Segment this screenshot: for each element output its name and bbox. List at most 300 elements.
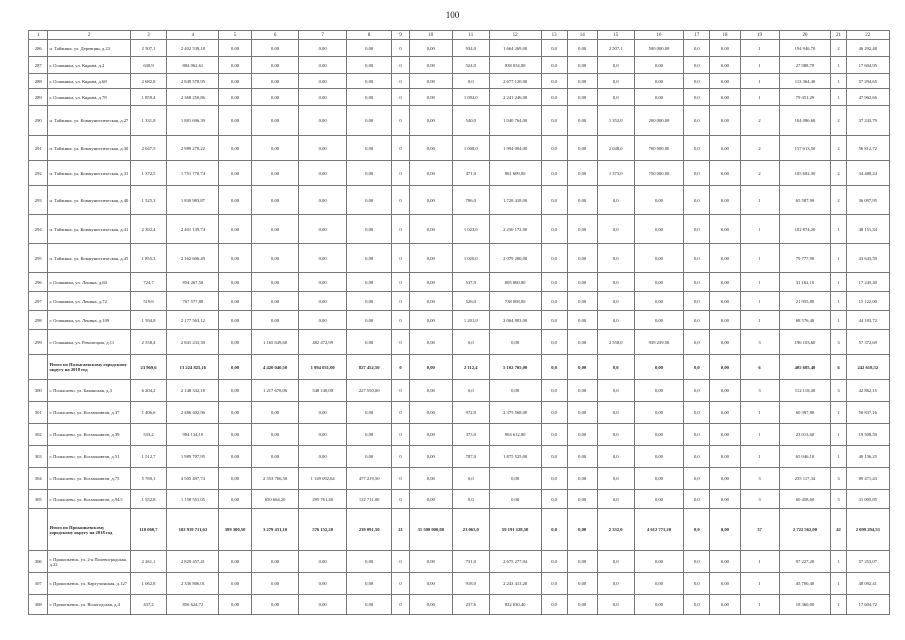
value-cell: 239 091,50 [346,509,391,551]
value-cell: 0,00 [251,273,299,292]
value-cell: 0,0 [684,509,710,551]
value-cell: 102 874,20 [779,215,831,244]
value-cell: 0,0 [684,292,710,311]
value-cell: 0,00 [567,380,597,402]
value-cell: 2 177 563,12 [167,311,219,330]
value-cell: 0,00 [710,311,740,330]
value-cell: 0,00 [710,74,740,89]
value-cell: 2 829 457,41 [167,551,219,573]
value-cell: 0,00 [634,244,684,273]
value-cell: 2 392,4 [130,215,167,244]
value-cell: 0,0 [452,380,489,402]
value-cell: 0,00 [567,490,597,509]
column-number-row [29,31,890,40]
value-cell: 0,00 [409,424,452,446]
value-cell: 0,00 [409,57,452,74]
value-cell: 1 165 649,60 [251,330,299,355]
value-cell: 786,0 [452,186,489,215]
value-cell: 27 088,70 [779,57,831,74]
value-cell: 2 [831,161,846,186]
value-cell: 2 047,5 [130,136,167,161]
value-cell: 3 [740,490,779,509]
address-cell: п. Тайжина, ул. Коммунистическая, д.31 [48,161,130,186]
value-cell: 1 040 764,00 [489,106,541,136]
value-cell: 5 769,1 [130,468,167,490]
value-cell: 0,00 [299,74,347,89]
value-cell: 0,0 [541,355,567,380]
value-cell: 939 239,50 [634,330,684,355]
value-cell: 1 830 983,87 [167,186,219,215]
value-cell: 0,00 [219,74,251,89]
value-cell: 0,00 [346,244,391,273]
value-cell: 47 962,66 [846,89,889,106]
value-cell: 0,00 [634,215,684,244]
column-number-cell: 12 [489,31,541,40]
value-cell: 15 122,00 [846,292,889,311]
value-cell: 0,00 [409,74,452,89]
value-cell: 0,00 [219,446,251,468]
value-cell: 0,00 [409,40,452,57]
value-cell: 0,00 [219,244,251,273]
value-cell: 0,0 [541,551,567,573]
value-cell: 856 624,72 [167,595,219,615]
value-cell: 0,0 [597,424,634,446]
value-cell: 1 751 770,74 [167,161,219,186]
value-cell: 0,0 [684,551,710,573]
value-cell: 1 149 092,64 [299,468,347,490]
address-cell: Итого по Полысаевскому городскому округу на 2018 год [48,355,130,380]
value-cell: 0,0 [597,551,634,573]
value-cell: 0,00 [346,595,391,615]
value-cell: 110 060,7 [130,509,167,551]
value-cell: 1 [831,57,846,74]
value-cell: 1 [740,57,779,74]
value-cell: 0,0 [541,380,567,402]
value-cell: 0,0 [684,89,710,106]
value-cell: 1 [740,74,779,89]
value-cell: 0 [392,380,409,402]
value-cell: 65 046,10 [779,446,831,468]
value-cell: 0,00 [409,244,452,273]
value-cell: 0 [392,551,409,573]
value-cell: 2 841 233,39 [167,330,219,355]
value-cell: 524,0 [452,57,489,74]
value-cell: 0,0 [684,106,710,136]
table-row [29,446,890,468]
value-cell: 0,00 [567,244,597,273]
value-cell: 0,0 [541,509,567,551]
value-cell: 437,2 [130,595,167,615]
value-cell: 1 875 525,00 [489,446,541,468]
value-cell: 576 152,20 [299,509,347,551]
table-row [29,292,890,311]
row-number-cell: 291 [29,136,48,161]
value-cell: 2 250 172,00 [489,215,541,244]
value-cell: 0,00 [251,161,299,186]
value-cell: 2 [831,186,846,215]
value-cell: 4 612 771,20 [634,509,684,551]
value-cell: 122 711,00 [346,490,391,509]
value-cell: 548 140,00 [299,380,347,402]
value-cell: 0,0 [597,292,634,311]
value-cell: 79 777,90 [779,244,831,273]
value-cell: 2 241 246,00 [489,89,541,106]
value-cell: 0,00 [346,215,391,244]
value-cell: 1 [740,89,779,106]
value-cell: 0,00 [567,215,597,244]
value-cell: 0,00 [489,468,541,490]
value-cell: 0,00 [219,330,251,355]
value-cell: 0,00 [219,292,251,311]
column-number-cell: 1 [29,31,48,40]
value-cell: 0,00 [251,292,299,311]
value-cell: 500 000,00 [634,40,684,57]
value-cell: 1 [831,551,846,573]
row-number-cell: 293 [29,186,48,215]
value-cell: 0,00 [710,161,740,186]
table-row [29,161,890,186]
value-cell: 0,00 [634,573,684,595]
value-cell: 0,00 [489,380,541,402]
column-number-cell: 18 [710,31,740,40]
row-number-cell: 290 [29,106,48,136]
value-cell: 18 360,00 [779,595,831,615]
value-cell: 0,00 [567,402,597,424]
value-cell: 34 488,24 [846,161,889,186]
value-cell: 1 525,3 [130,186,167,215]
value-cell: 79 451,29 [779,89,831,106]
table-row [29,136,890,161]
value-cell: 0,00 [409,595,452,615]
value-cell: 0,0 [597,380,634,402]
value-cell: 0,0 [684,161,710,186]
value-cell: 0,0 [452,468,489,490]
value-cell: 0,0 [684,595,710,615]
value-cell: 0,0 [684,380,710,402]
value-cell: 0,00 [219,40,251,57]
value-cell: 0,00 [251,136,299,161]
value-cell: 1 092,0 [452,89,489,106]
address-cell: г. Осинники, ул. Кирова, д.78 [48,89,130,106]
value-cell: 0,0 [684,402,710,424]
value-cell: 17 604,95 [846,57,889,74]
value-cell: 0 [392,136,409,161]
value-cell: 0,00 [567,40,597,57]
row-number-cell: 294 [29,215,48,244]
value-cell: 0,0 [597,74,634,89]
value-cell: 0,00 [710,57,740,74]
value-cell: 1 008,0 [452,136,489,161]
value-cell: 0,00 [710,551,740,573]
address-cell: г. Полысаево, ул. Космонавтов, д.51 [48,446,130,468]
value-cell: 0,0 [541,292,567,311]
column-number-cell: 2 [48,31,130,40]
row-number-cell: 302 [29,424,48,446]
value-cell: 46 292,48 [846,40,889,57]
value-cell: 0,00 [567,186,597,215]
value-cell: 0,0 [541,57,567,74]
value-cell: 2 486 402,96 [167,402,219,424]
value-cell: 1 [740,311,779,330]
value-cell: 0,00 [219,424,251,446]
value-cell: 827 452,50 [346,355,391,380]
value-cell: 0,00 [299,57,347,74]
value-cell: 650 664,20 [251,490,299,509]
value-cell: 700 000,00 [634,136,684,161]
value-cell: 2 401 139,74 [167,215,219,244]
value-cell: 13 224 825,16 [167,355,219,380]
value-cell: 1 [831,292,846,311]
value-cell: 0,00 [251,573,299,595]
table-row [29,595,890,615]
table-row [29,380,890,402]
value-cell: 1 [740,215,779,244]
value-cell: 0,00 [346,311,391,330]
value-cell: 1 158 551,05 [167,490,219,509]
table-row [29,573,890,595]
value-cell: 0,00 [251,311,299,330]
value-cell: 0,0 [597,402,634,424]
repair-register-table [28,30,890,615]
value-cell: 194 946,70 [779,40,831,57]
value-cell: 1 512,7 [130,446,167,468]
value-cell: 918,0 [452,573,489,595]
value-cell: 0,00 [634,57,684,74]
value-cell: 1 [740,273,779,292]
value-cell: 0,00 [251,40,299,57]
value-cell: 2 048,0 [597,136,634,161]
value-cell: 0 [392,468,409,490]
column-number-cell: 15 [597,31,634,40]
value-cell: 2 507,1 [130,40,167,57]
value-cell: 3 [831,468,846,490]
value-cell: 0,00 [634,74,684,89]
value-cell: 0,0 [597,490,634,509]
column-number-cell: 7 [299,31,347,40]
value-cell: 0,00 [219,136,251,161]
value-cell: 2 099 294,53 [846,509,889,551]
value-cell: 3 [831,380,846,402]
value-cell: 2 [831,40,846,57]
value-cell: 0,00 [567,509,597,551]
value-cell: 0,00 [710,509,740,551]
row-number-cell: 308 [29,595,48,615]
value-cell: 0,0 [684,74,710,89]
address-cell: г. Полысаево, ул. Космонавтов, д.39 [48,424,130,446]
address-cell: г. Прокопьевск, ул. 2-я Полевоградская, д.22 [48,551,130,573]
value-cell: 19 508,50 [846,424,889,446]
address-cell: г. Осинники, ул. Кирова, д.68 [48,74,130,89]
value-cell: 1 994 031,00 [299,355,347,380]
value-cell: 0,00 [409,490,452,509]
value-cell: 97 227,20 [779,551,831,573]
value-cell: 0,00 [409,573,452,595]
value-cell: 2 989 270,22 [167,136,219,161]
value-cell: 0,00 [409,380,452,402]
value-cell: 0,00 [219,161,251,186]
value-cell: 48 151,34 [846,215,889,244]
value-cell: 884 062,61 [167,57,219,74]
value-cell: 0,00 [567,468,597,490]
value-cell: 59 191 128,50 [489,509,541,551]
column-number-cell: 4 [167,31,219,40]
table-row [29,468,890,490]
value-cell: 31 005,85 [846,490,889,509]
table-row [29,89,890,106]
value-cell: 2 507,1 [597,40,634,57]
row-number-cell: 288 [29,74,48,89]
value-cell: 0 [392,273,409,292]
value-cell: 43 643,59 [846,244,889,273]
value-cell: 37 243,79 [846,106,889,136]
value-cell: 113 364,40 [779,74,831,89]
value-cell: 0,00 [219,402,251,424]
value-cell: 0,0 [597,57,634,74]
row-number-cell: 289 [29,89,48,106]
row-number-cell [29,355,48,380]
value-cell: 42 862,15 [846,380,889,402]
value-cell: 1 728 418,00 [489,186,541,215]
value-cell: 0,00 [299,40,347,57]
value-cell: 0,00 [409,106,452,136]
value-cell: 0,0 [684,330,710,355]
value-cell: 0,00 [346,57,391,74]
value-cell: 854 267,50 [167,273,219,292]
value-cell: 1 [831,311,846,330]
value-cell: 0,00 [219,573,251,595]
address-cell: п. Тайжина, ул. Коммунистическая, д.45 [48,244,130,273]
value-cell: 838 034,00 [489,57,541,74]
value-cell: 237,6 [452,595,489,615]
value-cell: 0,00 [219,89,251,106]
value-cell: 1 [831,74,846,89]
address-cell: п. Тайжина, ул. Коммунистическая, д.40 [48,186,130,215]
address-cell: г. Осинники, ул. Ленина, д.109 [48,311,130,330]
value-cell: 0,00 [710,40,740,57]
value-cell: 0,00 [346,551,391,573]
value-cell: 0,00 [299,186,347,215]
value-cell: 0,00 [710,292,740,311]
value-cell: 0,00 [251,446,299,468]
value-cell: 2 079 280,00 [489,244,541,273]
value-cell: 0 [392,186,409,215]
value-cell: 1 [740,244,779,273]
value-cell: 0,00 [346,273,391,292]
value-cell: 0 [392,161,409,186]
value-cell: 0,00 [634,595,684,615]
value-cell: 738 008,00 [489,292,541,311]
column-number-cell: 3 [130,31,167,40]
value-cell: 0,0 [541,186,567,215]
value-cell: 1 [831,446,846,468]
value-cell: 0,00 [634,186,684,215]
address-cell: п. Тайжина, ул. Коммунистическая, д.41 [48,215,130,244]
row-number-cell: 305 [29,490,48,509]
value-cell: 0,00 [567,74,597,89]
value-cell: 0,0 [684,490,710,509]
value-cell: 2 402 539,18 [167,40,219,57]
value-cell: 0,00 [299,311,347,330]
value-cell: 50 837,16 [846,402,889,424]
value-cell: 56 812,72 [846,136,889,161]
value-cell: 0,00 [489,330,541,355]
column-number-cell: 6 [251,31,299,40]
value-cell: 861 609,00 [489,161,541,186]
column-number-cell: 22 [846,31,889,40]
value-cell: 0,00 [251,424,299,446]
value-cell: 1 331,8 [130,106,167,136]
value-cell: 0,00 [567,551,597,573]
value-cell: 0,0 [597,355,634,380]
value-cell: 0,0 [597,215,634,244]
row-number-cell: 286 [29,40,48,57]
value-cell: 0,0 [541,40,567,57]
column-number-cell: 9 [392,31,409,40]
value-cell: 0,00 [567,446,597,468]
value-cell: 934,0 [452,40,489,57]
value-cell: 0,00 [409,402,452,424]
value-cell: 21 [392,509,409,551]
value-cell: 482 472,99 [299,330,347,355]
value-cell: 0,0 [684,424,710,446]
value-cell: 0,00 [710,136,740,161]
value-cell: 1 [740,551,779,573]
value-cell: 477 219,50 [346,468,391,490]
value-cell: 0,0 [541,311,567,330]
value-cell: 0,00 [567,573,597,595]
value-cell: 0,0 [597,468,634,490]
value-cell: 23 063,0 [452,509,489,551]
value-cell: 60 458,60 [779,490,831,509]
column-number-cell: 13 [541,31,567,40]
value-cell: 0,00 [346,424,391,446]
value-cell: 0,00 [219,273,251,292]
row-number-cell: 297 [29,292,48,311]
value-cell: 2 375 568,00 [489,402,541,424]
value-cell: 23 969,6 [130,355,167,380]
value-cell: 963 612,00 [489,424,541,446]
value-cell: 0,00 [634,446,684,468]
value-cell: 21 955,80 [779,292,831,311]
value-cell: 0,0 [597,186,634,215]
value-cell: 0,0 [541,573,567,595]
value-cell: 0,00 [634,311,684,330]
value-cell: 2 368 250,86 [167,89,219,106]
value-cell: 1 373,0 [597,161,634,186]
value-cell: 0,0 [684,446,710,468]
value-cell: 1 664 269,00 [489,40,541,57]
column-number-cell: 10 [409,31,452,40]
value-cell: 0,0 [541,490,567,509]
value-cell: 0,0 [597,446,634,468]
value-cell: 2 558,0 [597,330,634,355]
value-cell: 0,00 [219,490,251,509]
value-cell: 1 [740,595,779,615]
address-cell: п. Тайжина, ул. Деревцин, д.23 [48,40,130,57]
value-cell: 471,0 [452,161,489,186]
value-cell: 0,00 [219,106,251,136]
value-cell: 0,00 [634,292,684,311]
value-cell: 2 [740,136,779,161]
value-cell: 0,0 [684,468,710,490]
value-cell: 2 148 332,18 [167,380,219,402]
value-cell: 0,00 [299,89,347,106]
value-cell: 0 [392,244,409,273]
value-cell: 1 994 094,00 [489,136,541,161]
value-cell: 767 577,80 [167,292,219,311]
value-cell: 1 855,3 [130,244,167,273]
value-cell: 0,00 [634,273,684,292]
